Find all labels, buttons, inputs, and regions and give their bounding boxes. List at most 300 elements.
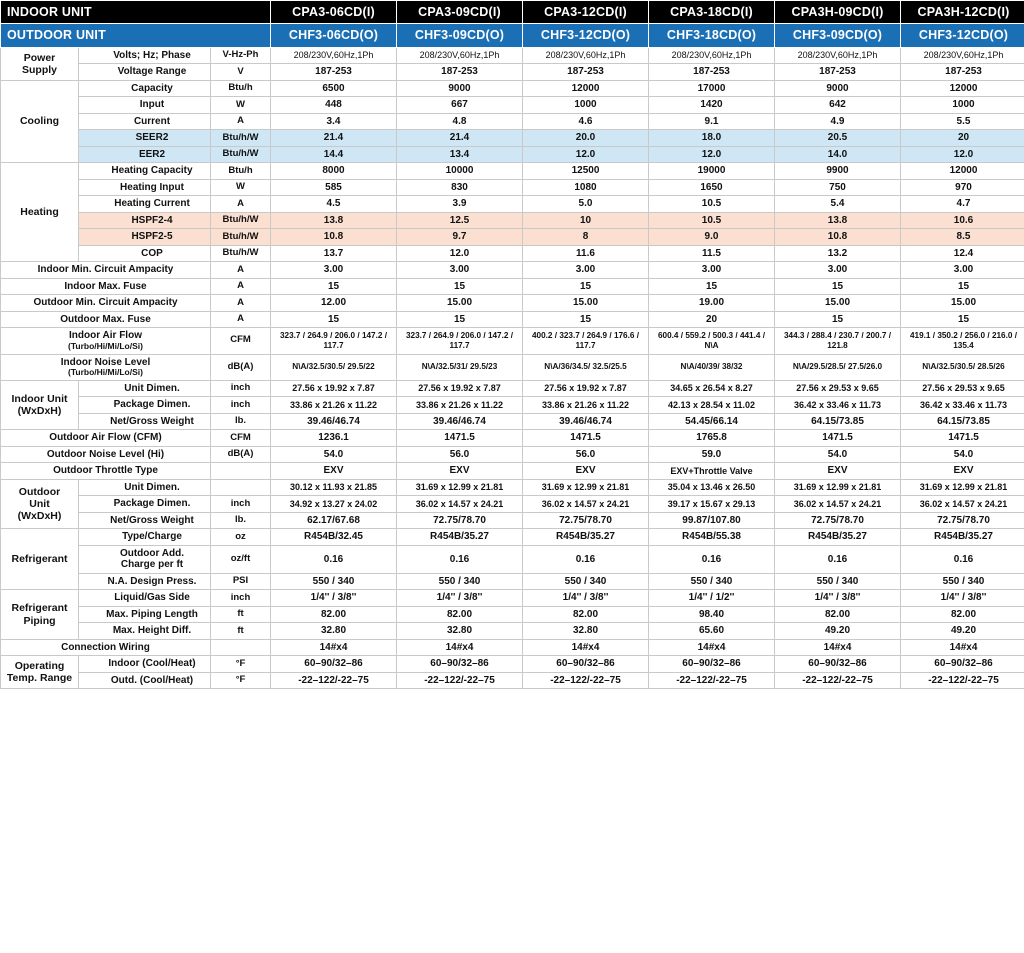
cell-connection-wiring-2: 14#x4 <box>397 639 523 656</box>
cell-outdoor-weight-3: 72.75/78.70 <box>523 512 649 529</box>
cell-seer2-1: 21.4 <box>271 130 397 147</box>
cell-hspf2-4-5: 13.8 <box>775 212 901 229</box>
cell-refrig-design-press-3: 550 / 340 <box>523 573 649 590</box>
cell-cop-2: 12.0 <box>397 245 523 262</box>
param-indoor-max-fuse: Indoor Max. Fuse <box>1 278 211 295</box>
table-row <box>1 262 1024 279</box>
cell-cool-current-4: 9.1 <box>649 113 775 130</box>
unit-outdoor-air-flow: CFM <box>211 430 271 447</box>
cell-hspf2-5-6: 8.5 <box>901 229 1024 246</box>
param-indoor-weight: Net/Gross Weight <box>79 413 211 430</box>
param-indoor-min-circuit: Indoor Min. Circuit Ampacity <box>1 262 211 279</box>
cell-volts-6: 208/230V,60Hz,1Ph <box>901 47 1024 64</box>
cell-refrig-add-charge-3: 0.16 <box>523 545 649 573</box>
indoor-model-3: CPA3-12CD(I) <box>523 1 649 24</box>
cell-outdoor-unit-dimen-5: 31.69 x 12.99 x 21.81 <box>775 479 901 496</box>
unit-cool-capacity: Btu/h <box>211 80 271 97</box>
cell-cool-current-3: 4.6 <box>523 113 649 130</box>
cell-liquid-gas-side-1: 1/4'' / 3/8'' <box>271 590 397 607</box>
cell-voltage-range-6: 187-253 <box>901 64 1024 81</box>
cell-refrig-type-charge-2: R454B/35.27 <box>397 529 523 546</box>
cell-indoor-package-dimen-1: 33.86 x 21.26 x 11.22 <box>271 397 397 414</box>
param-cool-capacity: Capacity <box>79 80 211 97</box>
table-row <box>1 196 1024 213</box>
unit-eer2: Btu/h/W <box>211 146 271 163</box>
cell-heat-capacity-2: 10000 <box>397 163 523 180</box>
cell-outdoor-noise-3: 56.0 <box>523 446 649 463</box>
cell-cool-current-5: 4.9 <box>775 113 901 130</box>
cell-outdoor-unit-dimen-6: 31.69 x 12.99 x 21.81 <box>901 479 1024 496</box>
cell-refrig-design-press-2: 550 / 340 <box>397 573 523 590</box>
table-row <box>1 397 1024 414</box>
cell-outdoor-min-circuit-3: 15.00 <box>523 295 649 312</box>
param-hspf2-5: HSPF2-5 <box>79 229 211 246</box>
cell-indoor-noise-4: N\A/40/39/ 38/32 <box>649 354 775 380</box>
table-row <box>1 656 1024 673</box>
cell-outdoor-package-dimen-4: 39.17 x 15.67 x 29.13 <box>649 496 775 513</box>
cell-volts-3: 208/230V,60Hz,1Ph <box>523 47 649 64</box>
cell-hspf2-4-4: 10.5 <box>649 212 775 229</box>
cell-indoor-noise-1: N\A/32.5/30.5/ 29.5/22 <box>271 354 397 380</box>
cell-heat-capacity-6: 12000 <box>901 163 1024 180</box>
cell-refrig-type-charge-6: R454B/35.27 <box>901 529 1024 546</box>
cell-outdoor-min-circuit-5: 15.00 <box>775 295 901 312</box>
cell-heat-current-1: 4.5 <box>271 196 397 213</box>
unit-outdoor-max-fuse: A <box>211 311 271 328</box>
unit-outdoor-unit-dimen <box>211 479 271 496</box>
table-row <box>1 463 1024 480</box>
table-row <box>1 113 1024 130</box>
param-connection-wiring: Connection Wiring <box>1 639 211 656</box>
cell-volts-2: 208/230V,60Hz,1Ph <box>397 47 523 64</box>
param-max-piping-length: Max. Piping Length <box>79 606 211 623</box>
cell-heat-capacity-3: 12500 <box>523 163 649 180</box>
cell-outdoor-max-fuse-4: 20 <box>649 311 775 328</box>
cell-refrig-design-press-1: 550 / 340 <box>271 573 397 590</box>
cell-cool-input-6: 1000 <box>901 97 1024 114</box>
cell-max-height-diff-6: 49.20 <box>901 623 1024 640</box>
cell-heat-capacity-1: 8000 <box>271 163 397 180</box>
cell-indoor-noise-2: N\A/32.5/31/ 29.5/23 <box>397 354 523 380</box>
table-row <box>1 80 1024 97</box>
cell-cool-current-1: 3.4 <box>271 113 397 130</box>
cell-heat-current-3: 5.0 <box>523 196 649 213</box>
cell-cool-current-6: 5.5 <box>901 113 1024 130</box>
cell-max-height-diff-2: 32.80 <box>397 623 523 640</box>
table-row <box>1 245 1024 262</box>
cell-indoor-noise-3: N\A/36/34.5/ 32.5/25.5 <box>523 354 649 380</box>
param-eer2: EER2 <box>79 146 211 163</box>
cell-connection-wiring-6: 14#x4 <box>901 639 1024 656</box>
cell-refrig-type-charge-5: R454B/35.27 <box>775 529 901 546</box>
unit-heat-current: A <box>211 196 271 213</box>
param-outdoor-min-circuit: Outdoor Min. Circuit Ampacity <box>1 295 211 312</box>
cell-outdoor-package-dimen-3: 36.02 x 14.57 x 24.21 <box>523 496 649 513</box>
unit-max-piping-length: ft <box>211 606 271 623</box>
cell-cool-capacity-1: 6500 <box>271 80 397 97</box>
param-outdoor-air-flow: Outdoor Air Flow (CFM) <box>1 430 211 447</box>
cell-max-height-diff-1: 32.80 <box>271 623 397 640</box>
unit-outdoor-noise: dB(A) <box>211 446 271 463</box>
group-label-operating-temp: Operating Temp. Range <box>1 656 79 689</box>
unit-outdoor-throttle <box>211 463 271 480</box>
cell-hspf2-5-4: 9.0 <box>649 229 775 246</box>
unit-refrig-add-charge: oz/ft <box>211 545 271 573</box>
outdoor-model-1: CHF3-06CD(O) <box>271 24 397 47</box>
param-outdoor-weight: Net/Gross Weight <box>79 512 211 529</box>
table-row <box>1 623 1024 640</box>
table-row <box>1 229 1024 246</box>
cell-indoor-weight-2: 39.46/46.74 <box>397 413 523 430</box>
cell-max-piping-length-3: 82.00 <box>523 606 649 623</box>
param-voltage-range: Voltage Range <box>79 64 211 81</box>
cell-op-temp-outdoor-5: -22–122/-22–75 <box>775 672 901 689</box>
param-outdoor-noise: Outdoor Noise Level (Hi) <box>1 446 211 463</box>
cell-outdoor-max-fuse-2: 15 <box>397 311 523 328</box>
cell-indoor-min-circuit-2: 3.00 <box>397 262 523 279</box>
cell-max-piping-length-6: 82.00 <box>901 606 1024 623</box>
cell-cop-4: 11.5 <box>649 245 775 262</box>
cell-outdoor-package-dimen-5: 36.02 x 14.57 x 24.21 <box>775 496 901 513</box>
outdoor-model-2: CHF3-09CD(O) <box>397 24 523 47</box>
param-liquid-gas-side: Liquid/Gas Side <box>79 590 211 607</box>
cell-volts-4: 208/230V,60Hz,1Ph <box>649 47 775 64</box>
cell-cool-current-2: 4.8 <box>397 113 523 130</box>
cell-op-temp-outdoor-1: -22–122/-22–75 <box>271 672 397 689</box>
unit-heat-capacity: Btu/h <box>211 163 271 180</box>
unit-op-temp-indoor: °F <box>211 656 271 673</box>
unit-volts: V-Hz-Ph <box>211 47 271 64</box>
cell-indoor-min-circuit-6: 3.00 <box>901 262 1024 279</box>
cell-max-piping-length-5: 82.00 <box>775 606 901 623</box>
cell-outdoor-throttle-5: EXV <box>775 463 901 480</box>
group-label-indoor-unit: Indoor Unit (WxDxH) <box>1 380 79 430</box>
cell-indoor-package-dimen-3: 33.86 x 21.26 x 11.22 <box>523 397 649 414</box>
cell-heat-current-6: 4.7 <box>901 196 1024 213</box>
cell-indoor-package-dimen-5: 36.42 x 33.46 x 11.73 <box>775 397 901 414</box>
param-indoor-air-flow: Indoor Air Flow (Turbo/Hi/Mi/Lo/Si) <box>1 328 211 354</box>
outdoor-model-5: CHF3-09CD(O) <box>775 24 901 47</box>
outdoor-unit-header-row <box>1 24 1024 47</box>
param-refrig-type-charge: Type/Charge <box>79 529 211 546</box>
param-refrig-add-charge: Outdoor Add. Charge per ft <box>79 545 211 573</box>
param-volts: Volts; Hz; Phase <box>79 47 211 64</box>
cell-outdoor-min-circuit-6: 15.00 <box>901 295 1024 312</box>
table-row <box>1 64 1024 81</box>
cell-indoor-air-flow-2: 323.7 / 264.9 / 206.0 / 147.2 / 117.7 <box>397 328 523 354</box>
unit-cool-current: A <box>211 113 271 130</box>
group-label-refrigerant-piping: Refrigerant Piping <box>1 590 79 640</box>
cell-liquid-gas-side-3: 1/4'' / 3/8'' <box>523 590 649 607</box>
cell-heat-input-2: 830 <box>397 179 523 196</box>
cell-refrig-add-charge-5: 0.16 <box>775 545 901 573</box>
table-row <box>1 130 1024 147</box>
cell-indoor-noise-6: N\A/32.5/30.5/ 28.5/26 <box>901 354 1024 380</box>
table-row <box>1 512 1024 529</box>
cell-outdoor-weight-2: 72.75/78.70 <box>397 512 523 529</box>
cell-max-height-diff-4: 65.60 <box>649 623 775 640</box>
cell-indoor-package-dimen-4: 42.13 x 28.54 x 11.02 <box>649 397 775 414</box>
cell-eer2-3: 12.0 <box>523 146 649 163</box>
cell-cop-6: 12.4 <box>901 245 1024 262</box>
unit-outdoor-min-circuit: A <box>211 295 271 312</box>
cell-indoor-unit-dimen-6: 27.56 x 29.53 x 9.65 <box>901 380 1024 397</box>
cell-heat-current-2: 3.9 <box>397 196 523 213</box>
cell-heat-input-5: 750 <box>775 179 901 196</box>
cell-max-piping-length-2: 82.00 <box>397 606 523 623</box>
cell-indoor-min-circuit-3: 3.00 <box>523 262 649 279</box>
cell-indoor-min-circuit-4: 3.00 <box>649 262 775 279</box>
cell-indoor-unit-dimen-2: 27.56 x 19.92 x 7.87 <box>397 380 523 397</box>
cell-outdoor-air-flow-3: 1471.5 <box>523 430 649 447</box>
cell-indoor-max-fuse-6: 15 <box>901 278 1024 295</box>
cell-indoor-weight-6: 64.15/73.85 <box>901 413 1024 430</box>
cell-outdoor-air-flow-4: 1765.8 <box>649 430 775 447</box>
cell-indoor-max-fuse-5: 15 <box>775 278 901 295</box>
cell-refrig-add-charge-6: 0.16 <box>901 545 1024 573</box>
table-row <box>1 573 1024 590</box>
unit-refrig-type-charge: oz <box>211 529 271 546</box>
cell-hspf2-4-1: 13.8 <box>271 212 397 229</box>
cell-cop-1: 13.7 <box>271 245 397 262</box>
cell-refrig-add-charge-2: 0.16 <box>397 545 523 573</box>
table-row <box>1 446 1024 463</box>
param-cop: COP <box>79 245 211 262</box>
cell-indoor-max-fuse-2: 15 <box>397 278 523 295</box>
unit-max-height-diff: ft <box>211 623 271 640</box>
cell-outdoor-noise-4: 59.0 <box>649 446 775 463</box>
cell-cool-input-5: 642 <box>775 97 901 114</box>
cell-outdoor-throttle-3: EXV <box>523 463 649 480</box>
cell-seer2-5: 20.5 <box>775 130 901 147</box>
param-heat-capacity: Heating Capacity <box>79 163 211 180</box>
cell-hspf2-5-3: 8 <box>523 229 649 246</box>
unit-voltage-range: V <box>211 64 271 81</box>
cell-indoor-package-dimen-2: 33.86 x 21.26 x 11.22 <box>397 397 523 414</box>
cell-heat-current-4: 10.5 <box>649 196 775 213</box>
cell-op-temp-indoor-1: 60–90/32–86 <box>271 656 397 673</box>
cell-indoor-air-flow-1: 323.7 / 264.9 / 206.0 / 147.2 / 117.7 <box>271 328 397 354</box>
cell-hspf2-5-5: 10.8 <box>775 229 901 246</box>
cell-liquid-gas-side-5: 1/4'' / 3/8'' <box>775 590 901 607</box>
cell-indoor-unit-dimen-1: 27.56 x 19.92 x 7.87 <box>271 380 397 397</box>
cell-heat-capacity-5: 9900 <box>775 163 901 180</box>
cell-heat-current-5: 5.4 <box>775 196 901 213</box>
cell-indoor-unit-dimen-4: 34.65 x 26.54 x 8.27 <box>649 380 775 397</box>
cell-outdoor-package-dimen-1: 34.92 x 13.27 x 24.02 <box>271 496 397 513</box>
cell-volts-1: 208/230V,60Hz,1Ph <box>271 47 397 64</box>
outdoor-model-3: CHF3-12CD(O) <box>523 24 649 47</box>
group-label-power-supply: Power Supply <box>1 47 79 80</box>
cell-hspf2-4-2: 12.5 <box>397 212 523 229</box>
cell-outdoor-min-circuit-4: 19.00 <box>649 295 775 312</box>
cell-refrig-add-charge-1: 0.16 <box>271 545 397 573</box>
outdoor-model-6: CHF3-12CD(O) <box>901 24 1024 47</box>
cell-heat-input-1: 585 <box>271 179 397 196</box>
cell-op-temp-indoor-6: 60–90/32–86 <box>901 656 1024 673</box>
table-row <box>1 479 1024 496</box>
cell-voltage-range-5: 187-253 <box>775 64 901 81</box>
table-row <box>1 413 1024 430</box>
cell-voltage-range-3: 187-253 <box>523 64 649 81</box>
cell-indoor-package-dimen-6: 36.42 x 33.46 x 11.73 <box>901 397 1024 414</box>
cell-cop-3: 11.6 <box>523 245 649 262</box>
param-max-height-diff: Max. Height Diff. <box>79 623 211 640</box>
cell-outdoor-air-flow-6: 1471.5 <box>901 430 1024 447</box>
cell-cop-5: 13.2 <box>775 245 901 262</box>
cell-outdoor-air-flow-1: 1236.1 <box>271 430 397 447</box>
cell-indoor-weight-5: 64.15/73.85 <box>775 413 901 430</box>
cell-refrig-design-press-4: 550 / 340 <box>649 573 775 590</box>
unit-indoor-weight: lb. <box>211 413 271 430</box>
cell-max-piping-length-1: 82.00 <box>271 606 397 623</box>
param-cool-input: Input <box>79 97 211 114</box>
cell-outdoor-throttle-6: EXV <box>901 463 1024 480</box>
table-row <box>1 179 1024 196</box>
cell-cool-capacity-2: 9000 <box>397 80 523 97</box>
cell-refrig-type-charge-3: R454B/35.27 <box>523 529 649 546</box>
cell-indoor-air-flow-5: 344.3 / 288.4 / 230.7 / 200.7 / 121.8 <box>775 328 901 354</box>
cell-heat-capacity-4: 19000 <box>649 163 775 180</box>
indoor-unit-header-label: INDOOR UNIT <box>1 1 271 24</box>
cell-outdoor-max-fuse-5: 15 <box>775 311 901 328</box>
cell-outdoor-throttle-4: EXV+Throttle Valve <box>649 463 775 480</box>
unit-cop: Btu/h/W <box>211 245 271 262</box>
cell-heat-input-6: 970 <box>901 179 1024 196</box>
unit-heat-input: W <box>211 179 271 196</box>
cell-liquid-gas-side-2: 1/4'' / 3/8'' <box>397 590 523 607</box>
unit-cool-input: W <box>211 97 271 114</box>
cell-outdoor-weight-4: 99.87/107.80 <box>649 512 775 529</box>
param-hspf2-4: HSPF2-4 <box>79 212 211 229</box>
param-op-temp-indoor: Indoor (Cool/Heat) <box>79 656 211 673</box>
table-row <box>1 545 1024 573</box>
cell-seer2-4: 18.0 <box>649 130 775 147</box>
cell-eer2-5: 14.0 <box>775 146 901 163</box>
cell-max-height-diff-5: 49.20 <box>775 623 901 640</box>
unit-outdoor-weight: lb. <box>211 512 271 529</box>
indoor-unit-header-row <box>1 1 1024 24</box>
cell-outdoor-min-circuit-2: 15.00 <box>397 295 523 312</box>
table-row <box>1 311 1024 328</box>
unit-seer2: Btu/h/W <box>211 130 271 147</box>
table-row <box>1 146 1024 163</box>
param-outdoor-throttle: Outdoor Throttle Type <box>1 463 211 480</box>
param-heat-current: Heating Current <box>79 196 211 213</box>
cell-heat-input-3: 1080 <box>523 179 649 196</box>
unit-indoor-package-dimen: inch <box>211 397 271 414</box>
unit-indoor-air-flow: CFM <box>211 328 271 354</box>
cell-op-temp-indoor-3: 60–90/32–86 <box>523 656 649 673</box>
table-row <box>1 295 1024 312</box>
cell-indoor-weight-3: 39.46/46.74 <box>523 413 649 430</box>
cell-outdoor-throttle-2: EXV <box>397 463 523 480</box>
cell-cool-capacity-5: 9000 <box>775 80 901 97</box>
cell-outdoor-max-fuse-1: 15 <box>271 311 397 328</box>
param-indoor-package-dimen: Package Dimen. <box>79 397 211 414</box>
param-cool-current: Current <box>79 113 211 130</box>
cell-indoor-weight-1: 39.46/46.74 <box>271 413 397 430</box>
table-row <box>1 529 1024 546</box>
cell-outdoor-weight-5: 72.75/78.70 <box>775 512 901 529</box>
cell-indoor-min-circuit-5: 3.00 <box>775 262 901 279</box>
table-row <box>1 380 1024 397</box>
unit-indoor-max-fuse: A <box>211 278 271 295</box>
cell-indoor-unit-dimen-5: 27.56 x 29.53 x 9.65 <box>775 380 901 397</box>
cell-indoor-weight-4: 54.45/66.14 <box>649 413 775 430</box>
cell-op-temp-indoor-5: 60–90/32–86 <box>775 656 901 673</box>
cell-indoor-max-fuse-3: 15 <box>523 278 649 295</box>
group-label-refrigerant: Refrigerant <box>1 529 79 590</box>
param-heat-input: Heating Input <box>79 179 211 196</box>
cell-op-temp-outdoor-3: -22–122/-22–75 <box>523 672 649 689</box>
cell-cool-input-3: 1000 <box>523 97 649 114</box>
cell-refrig-design-press-6: 550 / 340 <box>901 573 1024 590</box>
indoor-model-5: CPA3H-09CD(I) <box>775 1 901 24</box>
cell-voltage-range-4: 187-253 <box>649 64 775 81</box>
table-row <box>1 430 1024 447</box>
cell-indoor-unit-dimen-3: 27.56 x 19.92 x 7.87 <box>523 380 649 397</box>
cell-indoor-max-fuse-1: 15 <box>271 278 397 295</box>
table-row <box>1 672 1024 689</box>
outdoor-model-4: CHF3-18CD(O) <box>649 24 775 47</box>
cell-eer2-6: 12.0 <box>901 146 1024 163</box>
param-indoor-unit-dimen: Unit Dimen. <box>79 380 211 397</box>
unit-indoor-min-circuit: A <box>211 262 271 279</box>
cell-outdoor-noise-6: 54.0 <box>901 446 1024 463</box>
indoor-model-4: CPA3-18CD(I) <box>649 1 775 24</box>
cell-seer2-6: 20 <box>901 130 1024 147</box>
indoor-model-1: CPA3-06CD(I) <box>271 1 397 24</box>
cell-outdoor-weight-1: 62.17/67.68 <box>271 512 397 529</box>
cell-op-temp-outdoor-2: -22–122/-22–75 <box>397 672 523 689</box>
cell-cool-capacity-4: 17000 <box>649 80 775 97</box>
cell-outdoor-air-flow-2: 1471.5 <box>397 430 523 447</box>
group-label-heating: Heating <box>1 163 79 262</box>
cell-refrig-add-charge-4: 0.16 <box>649 545 775 573</box>
param-outdoor-package-dimen: Package Dimen. <box>79 496 211 513</box>
cell-indoor-noise-5: N\A/29.5/28.5/ 27.5/26.0 <box>775 354 901 380</box>
cell-refrig-type-charge-4: R454B/55.38 <box>649 529 775 546</box>
cell-max-height-diff-3: 32.80 <box>523 623 649 640</box>
unit-hspf2-4: Btu/h/W <box>211 212 271 229</box>
cell-cool-input-2: 667 <box>397 97 523 114</box>
cell-op-temp-outdoor-6: -22–122/-22–75 <box>901 672 1024 689</box>
cell-hspf2-4-3: 10 <box>523 212 649 229</box>
cell-op-temp-indoor-2: 60–90/32–86 <box>397 656 523 673</box>
cell-outdoor-package-dimen-2: 36.02 x 14.57 x 24.21 <box>397 496 523 513</box>
cell-indoor-air-flow-4: 600.4 / 559.2 / 500.3 / 441.4 / N\A <box>649 328 775 354</box>
cell-seer2-2: 21.4 <box>397 130 523 147</box>
cell-connection-wiring-1: 14#x4 <box>271 639 397 656</box>
cell-hspf2-4-6: 10.6 <box>901 212 1024 229</box>
cell-connection-wiring-4: 14#x4 <box>649 639 775 656</box>
unit-indoor-noise: dB(A) <box>211 354 271 380</box>
cell-eer2-2: 13.4 <box>397 146 523 163</box>
cell-outdoor-noise-2: 56.0 <box>397 446 523 463</box>
table-row <box>1 47 1024 64</box>
cell-max-piping-length-4: 98.40 <box>649 606 775 623</box>
cell-op-temp-indoor-4: 60–90/32–86 <box>649 656 775 673</box>
indoor-model-2: CPA3-09CD(I) <box>397 1 523 24</box>
table-row <box>1 212 1024 229</box>
cell-outdoor-unit-dimen-1: 30.12 x 11.93 x 21.85 <box>271 479 397 496</box>
cell-indoor-air-flow-3: 400.2 / 323.7 / 264.9 / 176.6 / 117.7 <box>523 328 649 354</box>
unit-indoor-unit-dimen: inch <box>211 380 271 397</box>
param-outdoor-max-fuse: Outdoor Max. Fuse <box>1 311 211 328</box>
param-indoor-noise: Indoor Noise Level (Turbo/Hi/Mi/Lo/Si) <box>1 354 211 380</box>
param-op-temp-outdoor: Outd. (Cool/Heat) <box>79 672 211 689</box>
